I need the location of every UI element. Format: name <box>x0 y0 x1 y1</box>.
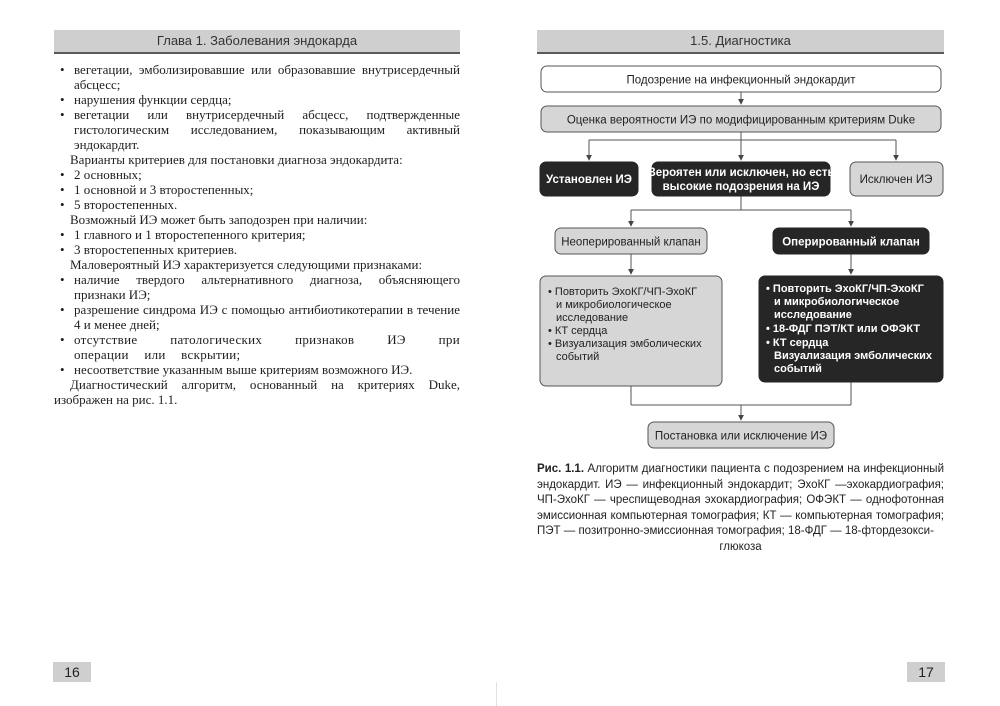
caption-line: ЧП-ЭхоКГ — чреспищеводная эхокардиография; ОФЭКТ — однофотонная <box>537 494 944 506</box>
box-result <box>648 422 834 448</box>
box-duke-assessment-text: Оценка вероятности ИЭ по модифицированным критериям Duke <box>566 114 916 127</box>
box-prosthetic-valve <box>773 228 929 254</box>
figure-caption <box>537 462 944 555</box>
box-excluded <box>850 162 943 196</box>
native-tests-line: • КТ сердца <box>548 325 608 337</box>
box-possible-line1: Вероятен или исключен, но есть <box>647 167 835 179</box>
paragraph: Маловероятный ИЭ характеризуется следующими признаками: <box>70 257 423 272</box>
box-native-valve-text: Неоперированный клапан <box>561 236 701 249</box>
native-tests-line: событий <box>556 351 600 363</box>
prosthetic-tests-line: исследование <box>774 309 852 321</box>
paragraph: Возможный ИЭ может быть заподозрен при наличии: <box>70 212 368 227</box>
page-number-left: 16 <box>53 662 91 682</box>
paragraph: Диагностический алгоритм, основанный на критериях Duke, изображен на рис. 1.1. <box>54 377 460 407</box>
native-tests-line: и микробиологическое <box>556 299 672 311</box>
box-possible <box>647 162 834 196</box>
figure-caption-label: Рис. 1.1. <box>537 463 585 475</box>
list-item: • несоответствие указанным выше критериям возможного ИЭ. <box>54 362 460 377</box>
box-result-text: Постановка или исключение ИЭ <box>654 430 828 443</box>
prosthetic-tests-line: Визуализация эмболических <box>774 350 932 362</box>
box-duke-assessment <box>541 106 941 132</box>
prosthetic-tests-line: • КТ сердца <box>766 337 829 349</box>
box-established-text: Установлен ИЭ <box>546 174 632 186</box>
list-item: • вегетации или внутрисердечный абсцесс, подтвержденные гистологическим исследованием, показывающим активный эндокардит. <box>54 107 460 152</box>
native-tests-line: исследование <box>556 312 629 324</box>
caption-line: Алгоритм диагностики пациента с подозрением на инфекционный <box>584 463 944 475</box>
box-native-valve <box>555 228 707 254</box>
list-item: • 5 второстепенных. <box>54 197 460 212</box>
caption-line: глюкоза <box>719 540 762 553</box>
caption-line: эндокардит. ИЭ — инфекционный эндокардит; ЭхоКГ —эхокардиография; <box>537 478 944 491</box>
box-prosthetic-tests <box>759 276 943 382</box>
list-item: • 1 главного и 1 второстепенного критерия; <box>54 227 460 242</box>
prosthetic-tests-line: • 18-ФДГ ПЭТ/КТ или ОФЭКТ <box>766 323 921 335</box>
caption-line: ПЭТ — позитронно-эмиссионная томография; 18-ФДГ — 18-фтордезокси- <box>537 525 934 537</box>
box-native-tests <box>540 276 722 386</box>
right-running-header: 1.5. Диагностика <box>537 30 944 54</box>
box-suspicion-text: Подозрение на инфекционный эндокардит <box>626 74 856 87</box>
list-item: • разрешение синдрома ИЭ с помощью антибиотикотерапии в течение 4 и менее дней; <box>54 302 460 332</box>
list-item: • 1 основной и 3 второстепенных; <box>54 182 460 197</box>
left-running-header: Глава 1. Заболевания эндокарда <box>54 30 460 54</box>
page-number-right: 17 <box>907 662 945 682</box>
caption-line: эмиссионная компьютерная томография; КТ — компьютерная томография; <box>537 509 944 522</box>
list-item: • 2 основных; <box>54 167 460 182</box>
prosthetic-tests-line: • Повторить ЭхоКГ/ЧП-ЭхоКГ <box>766 283 924 295</box>
list-item: • нарушения функции сердца; <box>54 92 460 107</box>
list-item: • отсутствие патологических признаков ИЭ при операции или вскрытии; <box>54 332 460 362</box>
list-item: • вегетации, эмболизировавшие или образовавшие внутрисердечный абсцесс; <box>54 62 460 92</box>
box-possible-line2: высокие подозрения на ИЭ <box>662 181 820 193</box>
box-suspicion <box>541 66 941 92</box>
paragraph: Варианты критериев для постановки диагноза эндокардита: <box>70 152 403 167</box>
box-excluded-text: Исключен ИЭ <box>859 174 933 186</box>
prosthetic-tests-line: событий <box>774 363 822 375</box>
list-item: • 3 второстепенных критериев. <box>54 242 460 257</box>
native-tests-line: • Визуализация эмболических <box>548 338 702 350</box>
list-item: • наличие твердого альтернативного диагноза, объясняющего признаки ИЭ; <box>54 272 460 302</box>
box-prosthetic-valve-text: Оперированный клапан <box>782 236 920 249</box>
box-established <box>540 162 638 196</box>
prosthetic-tests-line: и микробиологическое <box>774 296 900 308</box>
native-tests-line: • Повторить ЭхоКГ/ЧП-ЭхоКГ <box>548 286 698 298</box>
